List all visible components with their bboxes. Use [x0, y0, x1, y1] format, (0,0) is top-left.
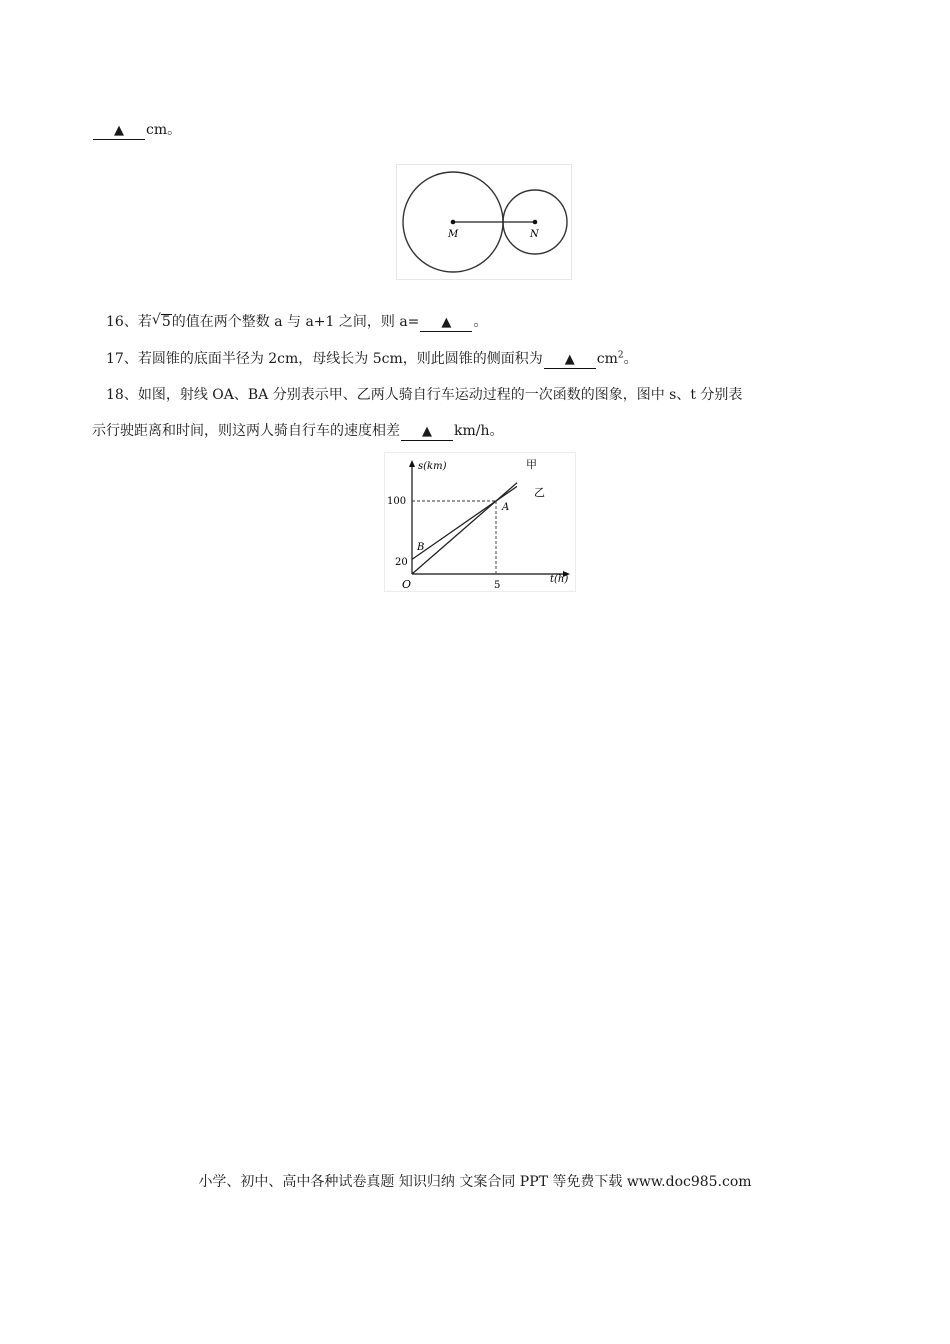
y-axis-arrow-icon [409, 460, 415, 467]
question-17 [106, 349, 638, 369]
q17-suffix: 。 [623, 351, 638, 367]
unit-superscript: 2 [617, 350, 624, 361]
triangle-mark: ▲ [114, 123, 124, 138]
series-label-jia: 甲 [526, 458, 537, 471]
motion-chart [384, 452, 576, 592]
sqrt-expression [152, 312, 172, 332]
point-a-label: A [502, 502, 510, 513]
x-axis-label: t(h) [550, 574, 569, 585]
triangle-mark: ▲ [441, 315, 452, 330]
answer-blank [544, 351, 596, 369]
unit-text: km/h。 [454, 423, 504, 439]
triangle-mark: ▲ [564, 352, 575, 367]
page-footer: 小学、初中、高中各种试卷真题 知识归纳 文案合同 PPT 等免费下载 www.doc985.com [198, 1174, 752, 1190]
label-n: N [530, 229, 539, 240]
y-axis-label: s(km) [418, 461, 447, 472]
answer-blank [93, 122, 145, 140]
q18-line1-text: 18、如图，射线 OA、BA 分别表示甲、乙两人骑自行车运动过程的一次函数的图象，图中 s、t 分别表 [106, 387, 743, 403]
q16-suffix: 。 [473, 314, 488, 330]
y-tick-label: 20 [395, 557, 408, 568]
q16-middle: 的值在两个整数 a 与 a+1 之间，则 a= [171, 314, 420, 330]
unit-text: cm [596, 351, 618, 367]
point-m [451, 220, 456, 225]
label-m: M [448, 229, 459, 240]
chart-frame [385, 453, 576, 592]
y-tick-label: 100 [387, 496, 407, 507]
answer-blank [401, 423, 453, 441]
series-line-yi [412, 486, 517, 559]
triangle-mark: ▲ [422, 424, 432, 439]
point-n [533, 220, 538, 225]
unit-text: cm。 [146, 122, 182, 138]
question-16 [106, 312, 487, 332]
tangent-circles-figure [396, 164, 572, 280]
question-18-line1 [106, 385, 742, 405]
point-b-label: B [417, 542, 425, 553]
q16-prefix: 16、若 [106, 314, 152, 330]
q17-prefix: 17、若圆锥的底面半径为 2cm，母线长为 5cm，则此圆锥的侧面积为 [106, 351, 543, 367]
question-18-line2 [92, 421, 504, 441]
series-line-jia [412, 483, 517, 574]
series-label-yi: 乙 [534, 486, 545, 499]
q15-tail [92, 120, 181, 140]
radical-icon: √ [151, 312, 161, 328]
radicand: 5 [161, 314, 171, 330]
origin-label: O [402, 578, 412, 591]
answer-blank [420, 314, 472, 332]
x-tick-label: 5 [494, 580, 501, 591]
q18-line2-text: 示行驶距离和时间，则这两人骑自行车的速度相差 [92, 423, 400, 439]
